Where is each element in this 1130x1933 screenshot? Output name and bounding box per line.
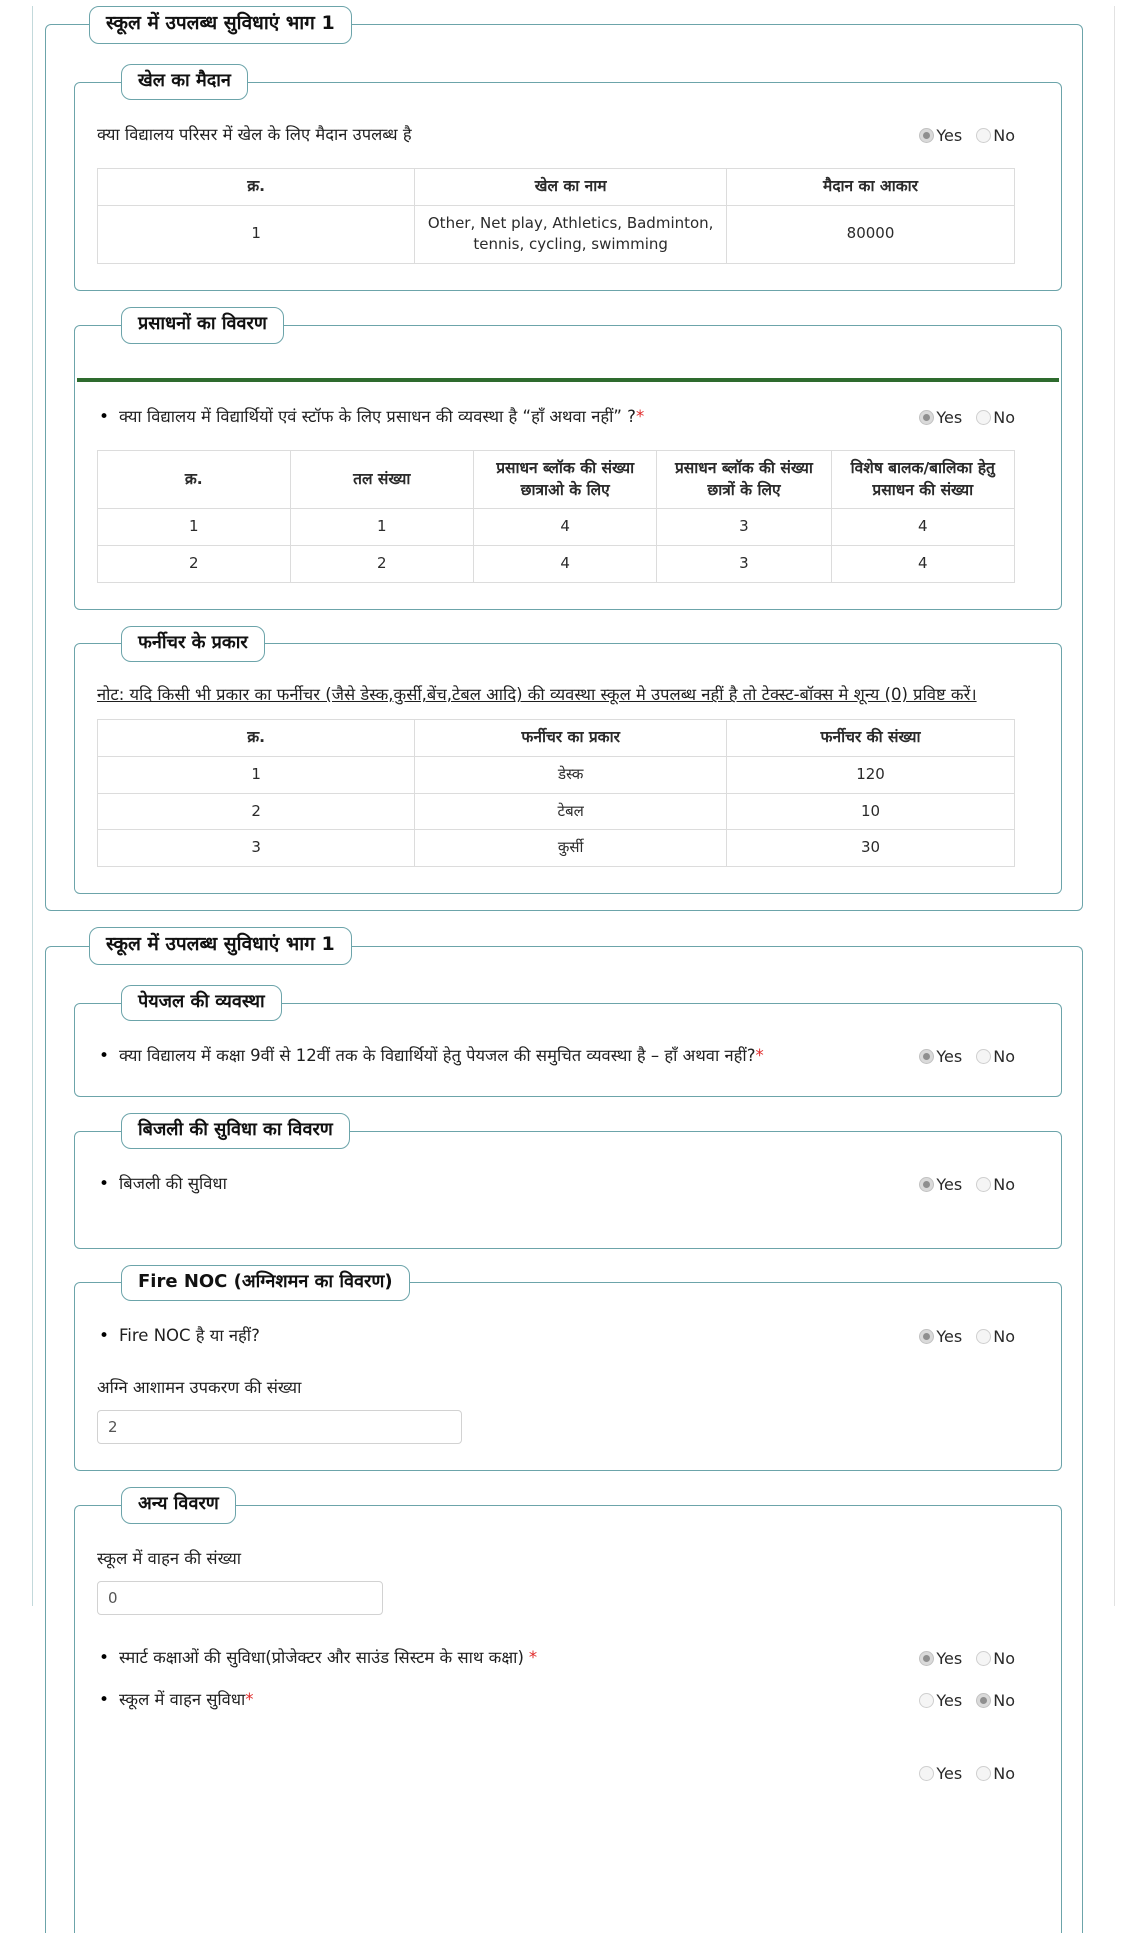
toilets-question-row	[97, 404, 1015, 430]
table-row	[98, 793, 1015, 830]
toilets-question-text: • क्या विद्यालय में विद्यार्थियों एवं स्टॉफ के लिए प्रसाधन की व्यवस्था है “हाँ अथवा नहीं” ?*	[97, 404, 644, 430]
table-header-row	[98, 450, 1015, 508]
radio-yes-label: Yes	[936, 1763, 963, 1783]
subsection-toilets	[74, 307, 1062, 610]
radio-no[interactable]	[976, 410, 991, 425]
table-cell: 10	[727, 793, 1015, 830]
radio-yes[interactable]	[919, 1177, 934, 1192]
water-question-row	[97, 1043, 1015, 1069]
table-cell: 1	[290, 509, 473, 546]
electricity-question-row	[97, 1171, 1015, 1197]
subsection-furniture	[74, 626, 1062, 894]
table-header-row	[98, 720, 1015, 757]
table-cell: 1	[98, 756, 415, 793]
vehicle-count-input[interactable]	[97, 1581, 383, 1615]
subsection-electricity-title: बिजली की सुविधा का विवरण	[121, 1113, 350, 1150]
sports-table	[97, 168, 1015, 264]
table-cell: डेस्क	[415, 756, 727, 793]
subsection-drinking-water	[74, 985, 1062, 1097]
subsection-other-details	[74, 1487, 1062, 1932]
radio-no[interactable]	[976, 1766, 991, 1781]
smart-class-question-row	[97, 1645, 1015, 1671]
table-cell: 1	[98, 509, 291, 546]
column-header: विशेष बालक/बालिका हेतु प्रसाधन की संख्या	[831, 450, 1014, 508]
table-row	[98, 205, 1015, 264]
toilets-yes-no-group	[919, 404, 1015, 427]
column-header: क्र.	[98, 168, 415, 205]
radio-yes[interactable]	[919, 128, 934, 143]
table-cell: 30	[727, 830, 1015, 867]
radio-no-label: No	[993, 1763, 1015, 1783]
radio-no[interactable]	[976, 1693, 991, 1708]
table-cell: कुर्सी	[415, 830, 727, 867]
table-cell: 2	[290, 545, 473, 582]
section-facilities-part1a	[45, 6, 1083, 911]
fire-question-text: • Fire NOC है या नहीं?	[97, 1323, 260, 1349]
radio-yes[interactable]	[919, 1651, 934, 1666]
radio-no-label: No	[993, 1691, 1015, 1711]
vehicle-facility-yes-no-group	[919, 1687, 1015, 1710]
electricity-question-text: • बिजली की सुविधा	[97, 1171, 227, 1197]
column-header: क्र.	[98, 450, 291, 508]
section-title: स्कूल में उपलब्ध सुविधाएं भाग 1	[89, 6, 352, 44]
water-yes-no-group	[919, 1043, 1015, 1066]
playground-question-text: क्या विद्यालय परिसर में खेल के लिए मैदान उपलब्ध है	[97, 125, 412, 145]
subsection-fire-noc	[74, 1265, 1062, 1472]
column-header: खेल का नाम	[415, 168, 727, 205]
cutoff-question-row	[97, 1760, 1015, 1783]
table-cell: 3	[657, 509, 831, 546]
subsection-playground-title: खेल का मैदान	[121, 64, 248, 101]
fire-equipment-count-label: अग्नि आशामन उपकरण की संख्या	[97, 1378, 302, 1398]
radio-yes-label: Yes	[936, 1691, 963, 1711]
table-row	[98, 830, 1015, 867]
column-header: प्रसाधन ब्लॉक की संख्या छात्राओ के लिए	[473, 450, 656, 508]
table-header-row	[98, 168, 1015, 205]
column-header: तल संख्या	[290, 450, 473, 508]
vehicle-count-label: स्कूल में वाहन की संख्या	[97, 1548, 242, 1568]
column-header: प्रसाधन ब्लॉक की संख्या छात्रों के लिए	[657, 450, 831, 508]
table-cell: 3	[98, 830, 415, 867]
table-cell: 4	[831, 545, 1014, 582]
radio-no-label: No	[993, 1175, 1015, 1195]
smart-class-yes-no-group	[919, 1645, 1015, 1668]
subsection-other-title: अन्य विवरण	[121, 1487, 236, 1524]
table-cell: 4	[473, 509, 656, 546]
required-asterisk: *	[755, 1046, 764, 1066]
radio-yes[interactable]	[919, 410, 934, 425]
table-row	[98, 756, 1015, 793]
column-header: फर्नीचर की संख्या	[727, 720, 1015, 757]
table-row	[98, 545, 1015, 582]
radio-no[interactable]	[976, 128, 991, 143]
toilets-table	[97, 450, 1015, 583]
radio-no-label: No	[993, 1327, 1015, 1347]
table-cell: 2	[98, 793, 415, 830]
table-cell: Other, Net play, Athletics, Badminton, tennis, cycling, swimming	[415, 205, 727, 264]
radio-yes[interactable]	[919, 1329, 934, 1344]
table-cell: 2	[98, 545, 291, 582]
vehicle-facility-question-text: • स्कूल में वाहन सुविधा*	[97, 1687, 254, 1713]
furniture-note-text: नोट: यदि किसी भी प्रकार का फर्नीचर (जैसे डेस्क,कुर्सी,बेंच,टेबल आदि) की व्यवस्था स्कूल मे उपलब्ध नहीं है तो टेक्स्ट-बॉक्स मे शून्य (0) प्रविष्ट करें।	[97, 685, 977, 705]
playground-yes-no-group	[919, 122, 1015, 145]
column-header: फर्नीचर का प्रकार	[415, 720, 727, 757]
table-cell: 4	[831, 509, 1014, 546]
radio-no-label: No	[993, 1047, 1015, 1067]
radio-yes-label: Yes	[936, 1648, 963, 1668]
required-asterisk: *	[245, 1690, 254, 1710]
radio-no[interactable]	[976, 1049, 991, 1064]
radio-no[interactable]	[976, 1651, 991, 1666]
panel-left-border	[32, 6, 33, 1606]
electricity-yes-no-group	[919, 1171, 1015, 1194]
vehicle-facility-question-row	[97, 1687, 1015, 1713]
radio-yes-label: Yes	[936, 407, 963, 427]
section-title: स्कूल में उपलब्ध सुविधाएं भाग 1	[89, 927, 352, 965]
radio-yes-label: Yes	[936, 1327, 963, 1347]
radio-yes-label: Yes	[936, 1047, 963, 1067]
fire-yes-no-group	[919, 1323, 1015, 1346]
required-asterisk: *	[528, 1647, 538, 1667]
radio-yes[interactable]	[919, 1766, 934, 1781]
school-facilities-form	[0, 6, 1130, 1783]
subsection-water-title: पेयजल की व्यवस्था	[121, 985, 282, 1022]
radio-no[interactable]	[976, 1329, 991, 1344]
table-cell: 4	[473, 545, 656, 582]
radio-yes-label: Yes	[936, 1175, 963, 1195]
radio-yes-label: Yes	[936, 126, 963, 146]
furniture-table	[97, 719, 1015, 867]
fire-question-row	[97, 1323, 1015, 1349]
table-cell: 80000	[727, 205, 1015, 264]
subsection-electricity	[74, 1113, 1062, 1249]
radio-no[interactable]	[976, 1177, 991, 1192]
radio-no-label: No	[993, 1648, 1015, 1668]
radio-yes[interactable]	[919, 1693, 934, 1708]
column-header: मैदान का आकार	[727, 168, 1015, 205]
smart-class-question-text: • स्मार्ट कक्षाओं की सुविधा(प्रोजेक्टर और साउंड सिस्टम के साथ कक्षा) *	[97, 1645, 537, 1671]
subsection-fire-title: Fire NOC (अग्निशमन का विवरण)	[121, 1265, 410, 1302]
column-header: क्र.	[98, 720, 415, 757]
divider-line	[77, 378, 1059, 382]
table-cell: टेबल	[415, 793, 727, 830]
required-asterisk: *	[635, 406, 645, 426]
radio-no-label: No	[993, 407, 1015, 427]
section-facilities-part1b	[45, 927, 1083, 1932]
table-row	[98, 509, 1015, 546]
radio-yes[interactable]	[919, 1049, 934, 1064]
fire-equipment-count-input[interactable]	[97, 1410, 462, 1444]
subsection-playground	[74, 64, 1062, 291]
water-question-text: • क्या विद्यालय में कक्षा 9वीं से 12वीं तक के विद्यार्थियों हेतु पेयजल की समुचित व्यवस्था है – हाँ अथवा नहीं?*	[97, 1043, 764, 1069]
subsection-furniture-title: फर्नीचर के प्रकार	[121, 626, 265, 663]
subsection-toilets-title: प्रसाधनों का विवरण	[121, 307, 284, 344]
radio-no-label: No	[993, 126, 1015, 146]
table-cell: 1	[98, 205, 415, 264]
table-cell: 120	[727, 756, 1015, 793]
playground-question-row	[97, 122, 1015, 148]
panel-right-border	[1114, 6, 1115, 1606]
table-cell: 3	[657, 545, 831, 582]
cutoff-yes-no-group	[919, 1760, 1015, 1783]
